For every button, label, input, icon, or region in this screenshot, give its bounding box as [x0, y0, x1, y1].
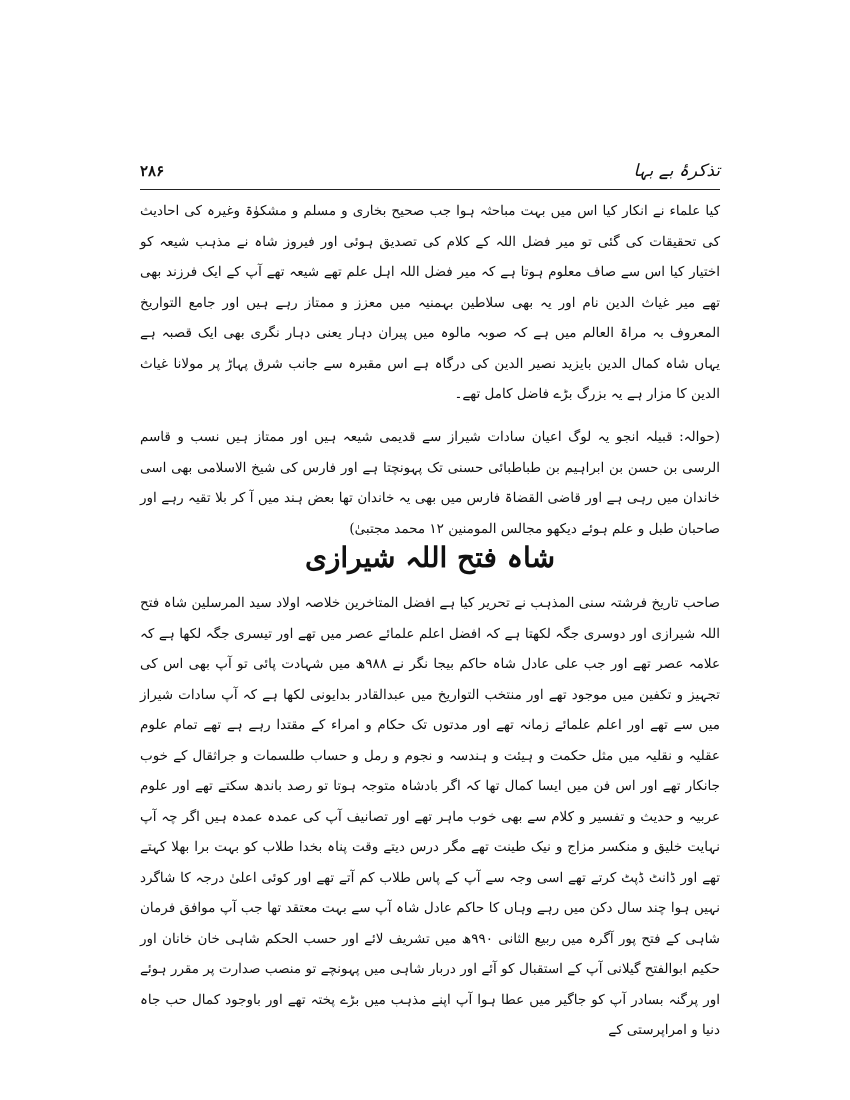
body-text-bottom [140, 588, 720, 1046]
page-number: ۲۸۶ [140, 162, 165, 180]
body-text-top [140, 196, 720, 410]
section-heading: شاہ فتح اللہ شیرازی [304, 541, 556, 574]
citation-note [140, 422, 720, 544]
paragraph: صاحب تاریخ فرشتہ سنی المذہب نے تحریر کیا ہے افضل المتاخرین خلاصہ اولاد سید المرسلین شاہ فتح اللہ شیرازی اور دوسری جگہ لکھتا ہے کہ افضل اعلم علمائے عصر میں تھے اور تیسری جگہ لکھا ہے کہ علامہ عصر تھے اور جب علی عادل شاہ حاکم بیجا نگر نے ۹۸۸ھ میں شہادت پائی تو آپ بھی اس کی تجہیز و تکفین میں موجود تھے اور منتخب التواریخ میں عبدالقادر بدایونی لکھا ہے کہ آپ سادات شیراز میں سے تھے اور اعلم علمائے زمانہ تھے اور مدتوں تک حکام و امراء کے مقتدا رہے ہے تھے تمام علوم عقلیہ و نقلیہ میں مثل حکمت و ہیئت و ہندسہ و نجوم و رمل و حساب طلسمات و جراثقال کے خوب جانکار تھے اور اس فن میں ایسا کمال تھا کہ اگر بادشاہ متوجہ ہوتا تو رصد باندھ سکتے تھے اور علوم عربیہ و حدیث و تفسیر و کلام سے بھی خوب ماہر تھے اور تصانیف آپ کی عمدہ عمدہ ہیں اگر چہ آپ نہایت خلیق و منکسر مزاج و نیک طینت تھے مگر درس دیتے وقت پناہ بخدا طلاب کو بہت برا بھلا کہتے تھے اور ڈانٹ ڈپٹ کرتے تھے اسی وجہ سے آپ کے پاس طلاب کم آتے تھے اور کوئی اعلیٰ درجہ کا شاگرد نہیں ہوا چند سال دکن میں رہے وہاں کا حاکم عادل شاہ آپ سے بہت معتقد تھا جب آپ موافق فرمان شاہی کے فتح پور آگرہ میں ربیع الثانی ۹۹۰ھ میں تشریف لائے اور حسب الحکم شاہی خان خانان اور حکیم ابوالفتح گیلانی آپ کے استقبال کو آئے اور دربار شاہی میں پہونچے تو منصب صدارت پر مقرر ہوئے اور پرگنہ بسادر آپ کو جاگیر میں عطا ہوا آپ اپنے مذہب میں بڑے پختہ تھے اور باوجود کمال حب جاہ دنیا و امراپرستی کے [140, 595, 721, 1038]
paragraph: (حوالہ: قبیلہ انجو یہ لوگ اعیان سادات شیراز سے قدیمی شیعہ ہیں اور ممتاز ہیں نسب و قاسم الرسی بن حسن بن ابراہیم بن طباطبائی حسنی تک پہونچتا ہے اور فارس کی شیخ الاسلامی بھی اسی خاندان میں رہی ہے اور قاضی القضاۃ فارس میں بھی یہ خاندان تھا بعض ہند میں آ کر بلا تقیہ رہے اور صاحبان طبل و علم ہوئے دیکھو مجالس المومنین ۱۲ محمد مجتبیٰ) [140, 429, 720, 537]
book-title: تذکرۂ بے بہا [633, 161, 720, 181]
paragraph: کیا علماء نے انکار کیا اس میں بہت مباحثہ ہوا جب صحیح بخاری و مسلم و مشکوٰۃ وغیرہ کی احادیث کی تحقیقات کی گئی تو میر فضل اللہ کے کلام کی تصدیق ہوئی اور فیروز شاہ نے مذہب شیعہ کو اختیار کیا اس سے صاف معلوم ہوتا ہے کہ میر فضل اللہ اہل علم تھے شیعہ تھے آپ کے ایک فرزند بھی تھے میر غیاث الدین نام اور یہ بھی سلاطین بہمنیہ میں معزز و ممتاز رہے ہیں اور جامع التواریخ المعروف بہ مراۃ العالم میں ہے کہ صوبہ مالوہ میں پیران دہار یعنی دہار نگری بھی ایک قصبہ ہے یہاں شاہ کمال الدین بایزید نصیر الدین کی درگاہ ہے اس مقبرہ سے جانب شرق پہاڑ پر مولانا غیاث الدین کا مزار ہے یہ بزرگ بڑے فاضل کامل تھے۔ [140, 203, 720, 402]
header-rule [140, 189, 720, 190]
page-header [140, 160, 720, 186]
